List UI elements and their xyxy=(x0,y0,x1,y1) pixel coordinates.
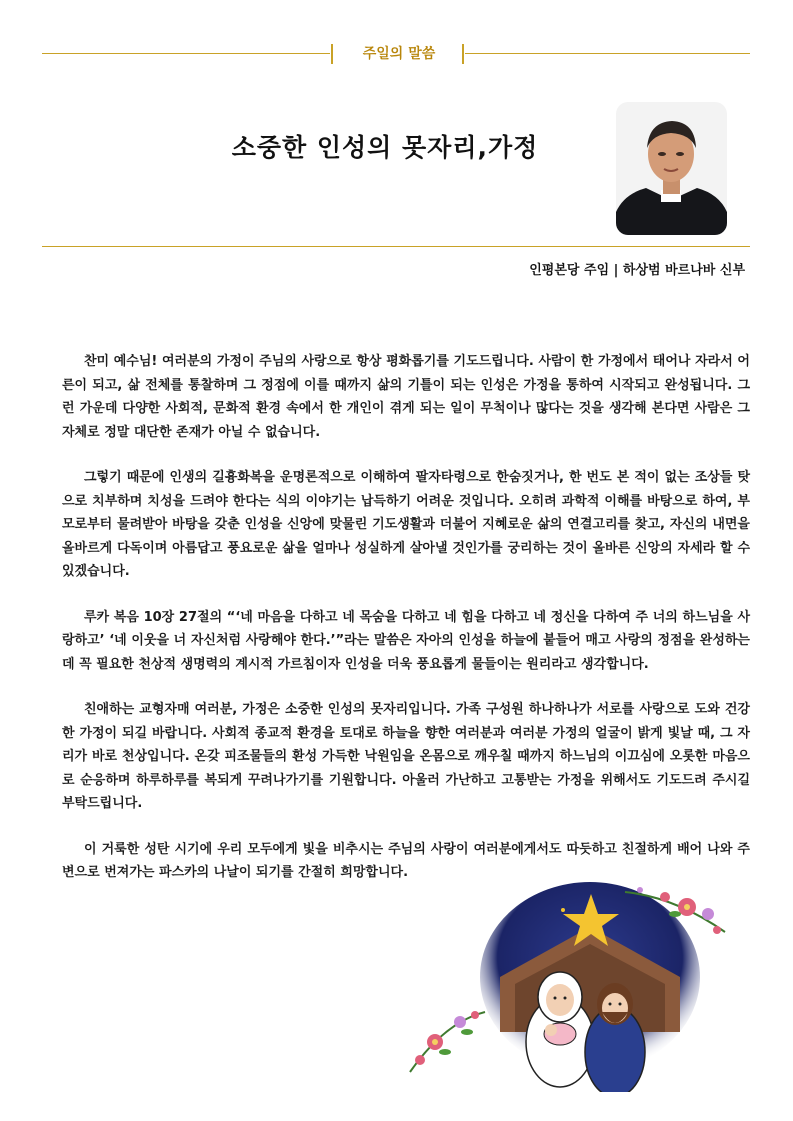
priest-portrait xyxy=(616,102,727,235)
nativity-illustration xyxy=(405,872,735,1092)
header-rule-right xyxy=(465,53,750,54)
section-label: 주일의 말씀 xyxy=(362,46,436,62)
title-divider xyxy=(42,246,750,247)
article-title: 소중한 인성의 못자리,가정 xyxy=(231,133,539,162)
article-body xyxy=(62,350,750,907)
paragraph-4: 친애하는 교형자매 여러분, 가정은 소중한 인성의 못자리입니다. 가족 구성원 하나하나가 서로를 사랑으로 도와 건강한 가정이 되길 바랍니다. 사회적 종교적 환경을 토대로 하늘을 향한 여러분과 여러분 가정의 얼굴이 밝게 빛날 때, 그 자리가 바로 천상입니다. 온갖 피조물들의 환성 가득한 낙원임을 온몸으로 깨우칠 때까지 하느님의 이끄심에 오롯한 마음으로 순응하며 하루하루를 복되게 꾸려나가기를 기원합니다. 아울러 가난하고 고통받는 가정을 위해서도 기도드려 주시길 부탁드립니다. xyxy=(62,702,750,811)
header-rule-left xyxy=(42,53,330,54)
paragraph-2: 그렇기 때문에 인생의 길흉화복을 운명론적으로 이해하여 팔자타령으로 한숨짓거나, 한 번도 본 적이 없는 조상들 탓으로 치부하며 치성을 드려야 한다는 식의 이야기는 납득하기 어려운 것입니다. 오히려 과학적 이해를 바탕으로 하여, 부모로부터 물려받아 바탕을 갖춘 인성을 신앙에 맞물린 기도생활과 더불어 지혜로운 삶의 연결고리를 찾고, 자신의 내면을 올바르게 다독이며 아름답고 풍요로운 삶을 얼마나 성실하게 살아낼 것인가를 궁리하는 것이 올바른 신앙의 자세라 할 수 있겠습니다. xyxy=(62,470,750,579)
flower-icon xyxy=(410,1011,485,1072)
paragraph-1: 찬미 예수님! 여러분의 가정이 주님의 사랑으로 항상 평화롭기를 기도드립니다. 사람이 한 가정에서 태어나 자라서 어른이 되고, 삶 전체를 통찰하며 그 정점에 이를 때까지 삶의 기틀이 되는 인성은 가정을 통하여 시작되고 완성됩니다. 그런 가운데 다양한 사회적, 문화적 환경 속에서 한 개인이 겪게 되는 일이 무척이나 많다는 것을 생각해 본다면 사람은 그 자체로 정말 대단한 존재가 아닐 수 없습니다. xyxy=(62,354,750,440)
paragraph-5: 이 거룩한 성탄 시기에 우리 모두에게 빛을 비추시는 주님의 사랑이 여러분에게서도 따듯하고 친절하게 배어 나와 주변으로 번져가는 파스카의 나날이 되기를 간절히 희망합니다. xyxy=(62,841,750,880)
header-divider-right xyxy=(462,44,464,64)
author-byline: 인평본당 주임 | 하상범 바르나바 신부 xyxy=(529,263,745,278)
header-divider-left xyxy=(331,44,333,64)
paragraph-3: 루카 복음 10장 27절의 “‘네 마음을 다하고 네 목숨을 다하고 네 힘을 다하고 네 정신을 다하여 주 너의 하느님을 사랑하고’ ‘네 이웃을 너 자신처럼 사랑해야 한다.’”라는 말씀은 자아의 인성을 하늘에 붙들어 매고 사랑의 정점을 완성하는데 꼭 필요한 천상적 생명력의 계시적 가르침이자 인성을 더욱 풍요롭게 물들이는 원리라고 생각합니다. xyxy=(62,609,750,672)
